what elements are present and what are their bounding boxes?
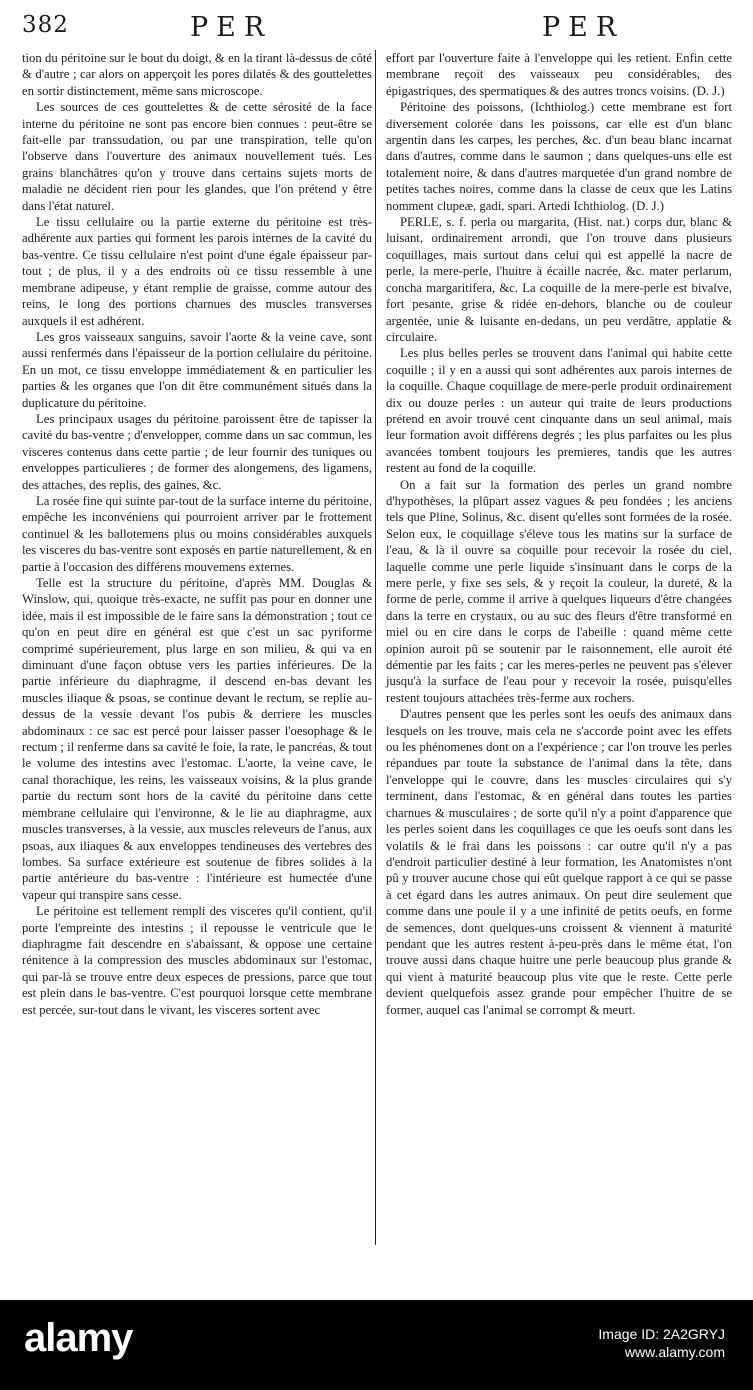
paragraph: Les sources de ces gouttelettes & de cette sérosité de la face interne du péritoine ne sont pas encore bien connues : peut-être se fait-elle par transsudation, ou par une transpiration, telle qu'on l'observe dans l'ouverture des animaux nouvellement tués. Les grains blanchâtres qu'on y trouve dans certains sujets morts de maladie ne décident rien pour les glandes, que l'on prétend y être dans l'état naturel. <box>22 100 372 213</box>
image-id: Image ID: 2A2GRYJ <box>598 1326 725 1342</box>
left-column <box>22 50 372 1018</box>
right-column <box>386 50 732 1018</box>
page-header <box>22 12 731 52</box>
column-divider <box>375 50 376 1245</box>
paragraph: Les gros vaisseaux sanguins, savoir l'aorte & la veine cave, sont aussi renfermés dans l'épaisseur de la portion cellulaire du péritoine. En un mot, ce tissu enveloppe immédiatement & en particulier les parties & les organes que l'on dit être communément situés dans la duplicature du péritoine. <box>22 329 372 410</box>
source-url: www.alamy.com <box>624 1344 725 1360</box>
paragraph: Péritoine des poissons, (Ichthiolog.) cette membrane est fort diversement colorée dans les poissons, car elle est d'un blanc argentin dans les carpes, les perches, &c. d'un beau blanc incarnat dans d'autres, comme dans le saumon ; dans quelques-uns elle est totalement noire, & dans d'autres marquetée d'un grand nombre de petites taches noires, comme dans la classe de ceux que les Latins nomment clupeæ, gadi, spari. Artedi Ichthiolog. (D. J.) <box>386 100 732 213</box>
paragraph: Les plus belles perles se trouvent dans l'animal qui habite cette coquille ; il y en a aussi qui sont adhérentes aux parois internes de la coquille. Chaque coquillage de mere-perle produit ordinairement dix ou douze perles : un auteur qui traite de leurs productions prétend en avoir trouvé cent cinquante dans un seul animal, mais leur formation avoit différens degrés ; les plus parfaites ou les plus avancées tombent toujours les premieres, tandis que les autres restent au fond de la coquille. <box>386 346 732 476</box>
paragraph: D'autres pensent que les perles sont les oeufs des animaux dans lesquels on les trouve, mais cela ne s'accorde point avec les effets ou les phénomenes dont on a l'expérience ; car l'on trouve les perles répandues par toute la substance de l'animal dans la tête, dans l'enveloppe qui le couvre, dans les muscles circulaires qui s'y terminent, dans l'estomac, & en général dans toutes les parties charnues & musculaires ; de sorte qu'il n'y a point d'apparence que les perles soient dans les coquillages ce que les oeufs sont dans les volatils & le frai dans les poissons : car outre qu'il n'y a pas d'endroit particulier destiné à leur formation, les Anatomistes n'ont pû y trouver aucune chose qui eût quelque rapport à ce qui se passe à cet égard dans les autres animaux. On peut dire seulement que comme dans une poule il y a une infinité de petits oeufs, en forme de semences, dont quelques-uns croissent & viennent à maturité pendant que les autres restent à-peu-près dans le même état, l'on trouve aussi dans chaque huitre une perle beaucoup plus grande & qui vient à maturité beaucoup plus vite que le reste. Cette perle devient quelquefois assez grande pour empêcher l'huitre de se former, auquel cas l'animal se corrompt & meurt. <box>386 707 732 1017</box>
paragraph: Les principaux usages du péritoine paroissent être de tapisser la cavité du bas-ventre ; d'envelopper, comme dans un sac commun, les visceres contenus dans cette partie ; de leur fournir des tuniques ou enveloppes particulieres ; de former des alongemens, des ligamens, des attaches, des replis, des gaines, &c. <box>22 411 372 492</box>
paragraph: Le péritoine est tellement rempli des visceres qu'il contient, qu'il porte l'empreinte des intestins ; il repousse le ventricule que le diaphragme fait descendre en s'abaissant, & oppose une certaine rénitence à la compression des muscles abdominaux sur l'estomac, qui par-là se trouve entre deux especes de pressions, parce que tout est plein dans le bas-ventre. C'est pourquoi lorsque cette membrane est percée, sur-tout dans le vivant, les visceres sortent avec <box>22 904 372 1017</box>
right-running-head: PER <box>542 12 625 43</box>
image-info <box>598 1316 725 1360</box>
paragraph: Telle est la structure du péritoine, d'après MM. Douglas & Winslow, qui, quoique très-exacte, ne suffit pas pour en donner une idée, mais il est impossible de le faire sans la démonstration ; tout ce qu'on en peut dire en général est que c'est un sac pyriforme comprimé supérieurement, plus large en son milieu, & qui va en diminuant d'une façon obtuse vers les parties inférieures. De la partie inférieure du diaphragme, il descend en-bas devant les muscles iliaque & psoas, se continue devant le rectum, se replie au-dessus de la vessie devant l'os pubis & derriere les muscles abdominaux : ce sac est percé pour laisser passer l'oesophage & le rectum ; il renferme dans sa cavité le foie, la rate, le pancréas, & tout le volume des intestins avec l'estomac. L'aorte, la veine cave, le canal thorachique, les reins, les vaisseaux voisins, & la plus grande partie du rectum sont hors de la cavité du péritoine dans cette membrane cellulaire qui l'environne, & le lie au diaphragme, aux muscles transverses, à la vessie, aux muscles releveurs de l'anus, aux psoas, aux iliaques & aux enveloppes tendineuses des vertebres des lombes. Sa surface extérieure est soutenue de fibres solides à la partie antérieure du bas-ventre : l'intérieure est humectée d'une vapeur qui transpire sans cesse. <box>22 576 372 902</box>
paragraph: La rosée fine qui suinte par-tout de la surface interne du péritoine, empêche les inconvéniens qui pourroient arriver par le frottement continuel & les ballotemens plus ou moins considérables auxquels les visceres du bas-ventre sont exposés en partie naturellement, & en partie à l'occasion des différens mouvemens externes. <box>22 493 372 574</box>
alamy-logo: alamy <box>24 1316 133 1360</box>
paragraph: On a fait sur la formation des perles un grand nombre d'hypothèses, la plûpart assez vagues & peu fondées ; les anciens tels que Pline, Solinus, &c. disent qu'elles sont formées de la rosée. Selon eux, le coquillage s'éleve tous les matins sur la surface de l'eau, & là il ouvre sa coquille pour recevoir la rosée du ciel, laquelle comme une perle liquide s'insinuant dans le corps de la mere perle, y fixe ses sels, & y reçoit la couleur, la dureté, & la forme de perle, comme il arrive à quelques liqueurs d'être changées dans la terre en crystaux, ou au suc des fleurs d'être transformé en miel ou en cire dans le corps de l'abeille : quand même cette opinion auroit pû se soutenir par le raisonnement, elle auroit été démentie par les faits ; car les meres-perles ne peuvent pas s'élever jusqu'à la surface de l'eau pour y recevoir la rosée, puisqu'elles restent toujours attachées très-ferme aux rochers. <box>386 477 732 705</box>
paragraph: Le tissu cellulaire ou la partie externe du péritoine est très-adhérente aux parties qui forment les parois internes de la cavité du bas-ventre. Ce tissu cellulaire n'est point d'une égale épaisseur par-tout ; de plus, il y a des endroits où ce tissu ressemble à une membrane adipeuse, y étant remplie de graisse, comme autour des reins, le long des portions charnues des muscles transverses auxquels il est adhérent. <box>22 215 372 328</box>
paragraph: effort par l'ouverture faite à l'enveloppe qui les retient. Enfin cette membrane reçoit des vaisseaux peu considérables, des épigastriques, des spermatiques & des autres troncs voisins. (D. J.) <box>386 51 732 98</box>
paragraph: tion du péritoine sur le bout du doigt, & en la tirant là-dessus de côté & d'autre ; car alors on apperçoit les pores dilatés & des gouttelettes en sortir distinctement, même sans microscope. <box>22 51 372 98</box>
watermark-bar <box>0 1300 753 1390</box>
left-running-head: PER <box>190 12 273 43</box>
paragraph: PERLE, s. f. perla ou margarita, (Hist. nat.) corps dur, blanc & luisant, ordinairement arrondi, que l'on trouve dans plusieurs coquillages, mais surtout dans celui qui est appellé la nacre de perle, la mere-perle, l'huitre à écaille nacrée, &c. mater perlarum, concha margaritifera, &c. La coquille de la mere-perle est bivalve, fort pesante, grise & ridée en-dehors, blanche ou de couleur argentée, unie & luisante en-dedans, un peu verdâtre, applatie & circulaire. <box>386 215 732 344</box>
page-number: 382 <box>22 12 69 38</box>
